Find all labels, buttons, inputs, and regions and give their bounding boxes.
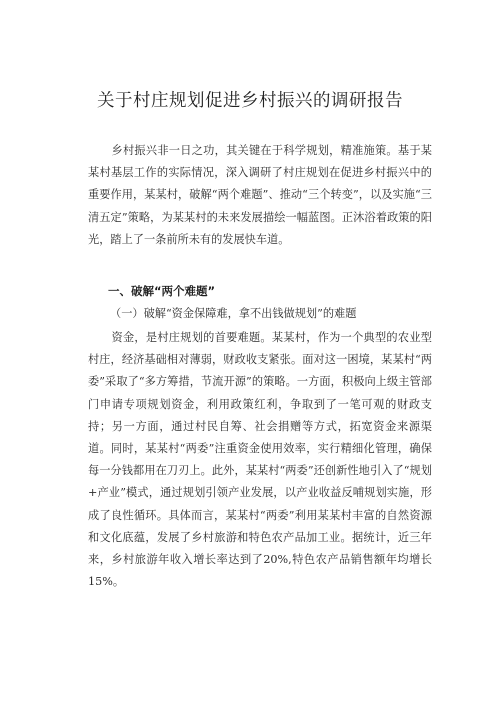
subsection-heading: （一）破解“资金保障难，拿不出钱做规划”的难题 [110,307,357,320]
section-heading: 一、破解“两个难题” [108,284,216,298]
intro-paragraph: 乡村振兴非一日之功，其关键在于科学规划，精准施策。基于某某村基层工作的实际情况，深入调研了村庄规划在促进乡村振兴中的重要作用，某某村，破解“两个难题”、推动“三个转变”，以及实施“三清五定”策略，为某某村的未来发展描绘一幅蓝图。正沐浴着政策的阳光，踏上了一条前所未有的发展快车道。 [88,144,432,246]
document-title: 关于村庄规划促进乡村振兴的调研报告 [97,91,403,111]
body-paragraph: 资金，是村庄规划的首要难题。某某村，作为一个典型的农业型村庄，经济基础相对薄弱，财政收支紧张。面对这一困境，某某村“两委”采取了“多方筹措，节流开源”的策略。一方面，积极向上级主管部门申请专项规划资金，利用政策红利，争取到了一笔可观的财政支持；另一方面，通过村民自筹、社会捐赠等方式，拓宽资金来源渠道。同时，某某村“两委”注重资金使用效率，实行精细化管理，确保每一分钱都用在刀刃上。此外，某某村“两委”还创新性地引入了“规划+产业”模式，通过规划引领产业发展，以产业收益反哺规划实施，形成了良性循环。具体而言，某某村“两委”利用某某村丰富的自然资源和文化底蕴，发展了乡村旅游和特色农产品加工业。据统计，近三年来，乡村旅游年收入增长率达到了20%,特色农产品销售额年均增长15%。 [88,331,432,589]
